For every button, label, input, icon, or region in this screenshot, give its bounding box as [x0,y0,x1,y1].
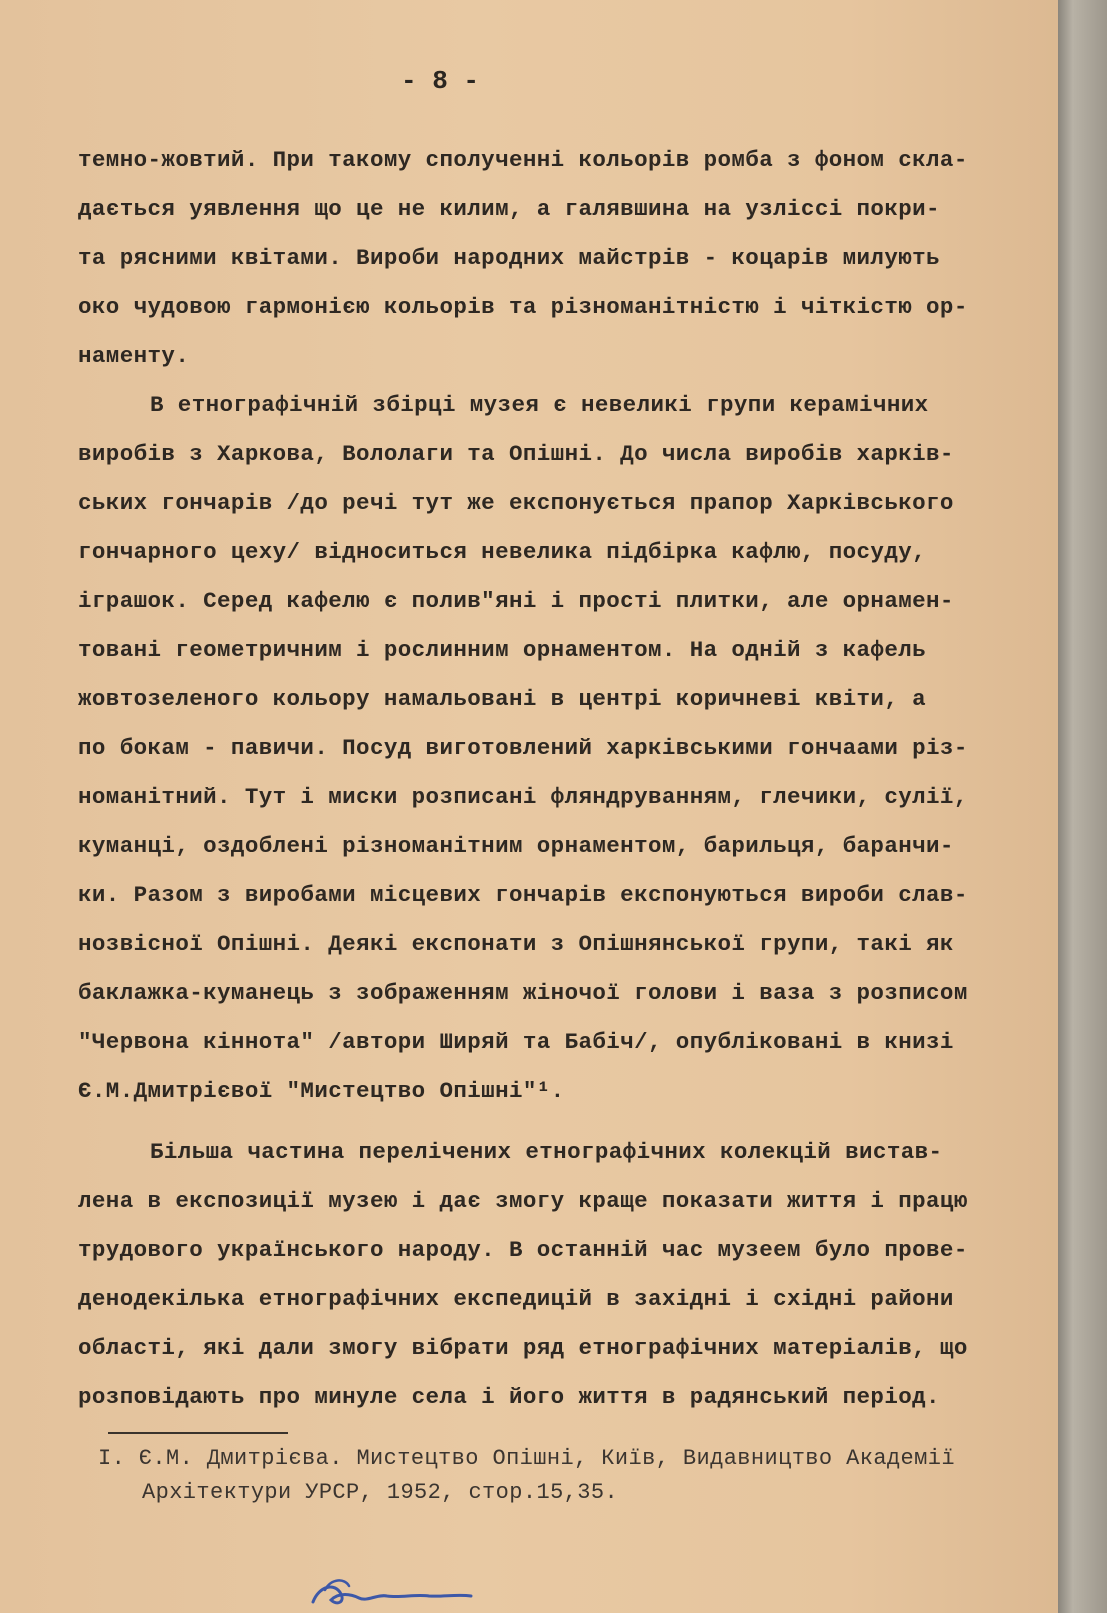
footnote-separator [108,1432,288,1434]
text-line: виробів з Харкова, Вололаги та Опішні. До числа виробів харків- [78,441,954,467]
page-number: - 8 - [400,66,479,96]
text-line: трудового українського народу. В останній час музеем було прове- [78,1237,968,1263]
body-text [78,136,1018,1422]
text-line: наменту. [78,343,190,369]
text-line: по бокам - павичи. Посуд виготовлений харківськими гончаами різ- [78,735,968,761]
text-line: Більша частина перелічених етнографічних колекцій вистав- [150,1139,943,1165]
footnote [98,1442,1038,1510]
paragraph-gap [78,1116,1018,1128]
text-line: куманці, оздоблені різноманітним орнаментом, барильця, баранчи- [78,833,954,859]
text-line: гончарного цеху/ відноситься невелика підбірка кафлю, посуду, [78,539,927,565]
handwritten-signature [305,1572,475,1613]
text-line: товані геометричним і рослинним орнаментом. На одній з кафель [78,637,927,663]
text-line: лена в експозиції музею і дає змогу краще показати життя і працю [78,1188,968,1214]
footnote-line: Архітектури УРСР, 1952, стор.15,35. [142,1480,619,1505]
text-line: та рясними квітами. Вироби народних майстрів - коцарів милують [78,245,940,271]
footnote-line: I. Є.М. Дмитрієва. Мистецтво Опішні, Київ, Видавництво Академії [98,1446,955,1471]
text-line: нозвісної Опішні. Деякі експонати з Опішнянської групи, такі як [78,931,954,957]
text-line: області, які дали змогу вібрати ряд етнографічних матеріалів, що [78,1335,968,1361]
text-line: око чудовою гармонією кольорів та різноманітністю і чіткістю ор- [78,294,968,320]
text-line: іграшок. Серед кафелю є полив"яні і прості плитки, але орнамен- [78,588,954,614]
text-line: номанітний. Тут і миски розписані фляндруванням, глечики, сулії, [78,784,968,810]
text-line: ських гончарів /до речі тут же експонується прапор Харківського [78,490,954,516]
text-line: темно-жовтий. При такому сполученні кольорів ромба з фоном скла- [78,147,968,173]
text-line: жовтозеленого кольору намальовані в центрі коричневі квіти, а [78,686,927,712]
text-line: денодекілька етнографічних експедицій в західні і східні райони [78,1286,954,1312]
text-line: Є.М.Дмитрієвої "Мистецтво Опішні"¹. [78,1078,565,1104]
text-line: В етнографічній збірці музея є невеликі групи керамічних [150,392,929,418]
page-edge-shadow [1058,0,1107,1613]
text-line: дається уявлення що це не килим, а галявшина на узліссі покри- [78,196,940,222]
text-line: ки. Разом з виробами місцевих гончарів експонуються вироби слав- [78,882,968,908]
text-line: "Червона кіннота" /автори Ширяй та Бабіч/, опубліковані в книзі [78,1029,954,1055]
text-line: розповідають про минуле села і його життя в радянський період. [78,1384,940,1410]
text-line: баклажка-куманець з зображенням жіночої голови і ваза з розписом [78,980,968,1006]
